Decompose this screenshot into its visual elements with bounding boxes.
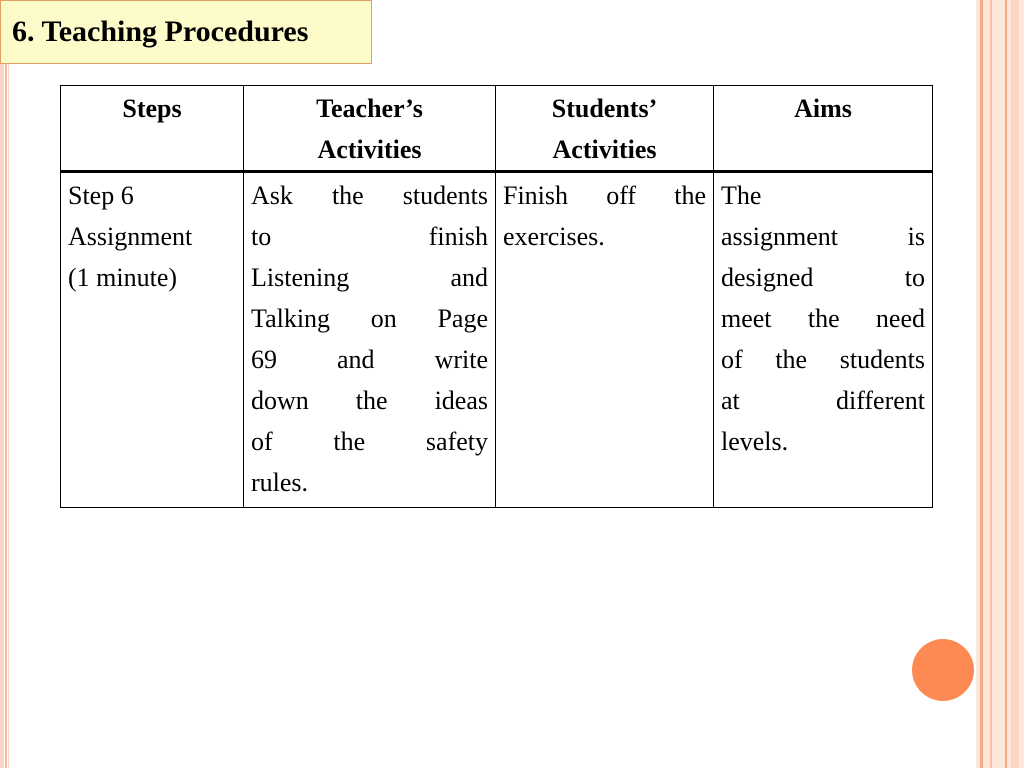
table-row [61,172,933,508]
cell-line: Ask the students [251,181,488,210]
left-decor-stripe [5,0,7,768]
cell-line: assignment is [721,222,925,251]
cell-line: meet the need [721,304,925,333]
cell-line: of the students [721,345,925,374]
right-decor-stripe [1011,0,1019,768]
cell-line: (1 minute) [68,263,178,292]
header-steps [61,86,244,172]
orange-circle-decoration [912,639,974,701]
cell-line: down the ideas [251,386,488,415]
cell-line: Talking on Page [251,304,488,333]
cell-line: levels. [721,427,789,456]
header-students-line: Activities [552,135,657,164]
cell-steps [61,172,244,508]
cell-aims [714,172,933,508]
cell-line: Assignment [68,222,193,251]
cell-line: designed to [721,263,925,292]
cell-line: The [721,181,762,210]
left-decor-stripe [8,0,9,768]
header-teacher-line: Activities [317,135,422,164]
right-decor-stripe [1005,0,1007,768]
teaching-procedures-table [60,85,933,508]
slide-title-box [0,0,372,64]
header-students-activities [496,86,714,172]
cell-line: rules. [251,468,309,497]
cell-line: at different [721,386,925,415]
cell-line: to finish [251,222,488,251]
cell-line: 69 and write [251,345,488,374]
header-students-line: Students’ [551,94,658,123]
right-decor-stripe [990,0,992,768]
header-steps-label: Steps [122,94,182,123]
table-header-row [61,86,933,172]
header-teacher-line: Teacher’s [316,94,423,123]
cell-line: Finish off the [503,181,706,210]
header-aims [714,86,933,172]
right-decor-stripe [980,0,983,768]
left-decor-stripe [0,0,4,768]
header-teachers-activities [244,86,496,172]
header-aims-label: Aims [794,94,852,123]
slide-title: 6. Teaching Procedures [12,15,309,48]
cell-line: of the safety [251,427,488,456]
cell-line: Step 6 [68,181,134,210]
cell-teacher-activities [244,172,496,508]
cell-students-activities [496,172,714,508]
cell-line: exercises. [503,222,605,251]
cell-line: Listening and [251,263,488,292]
